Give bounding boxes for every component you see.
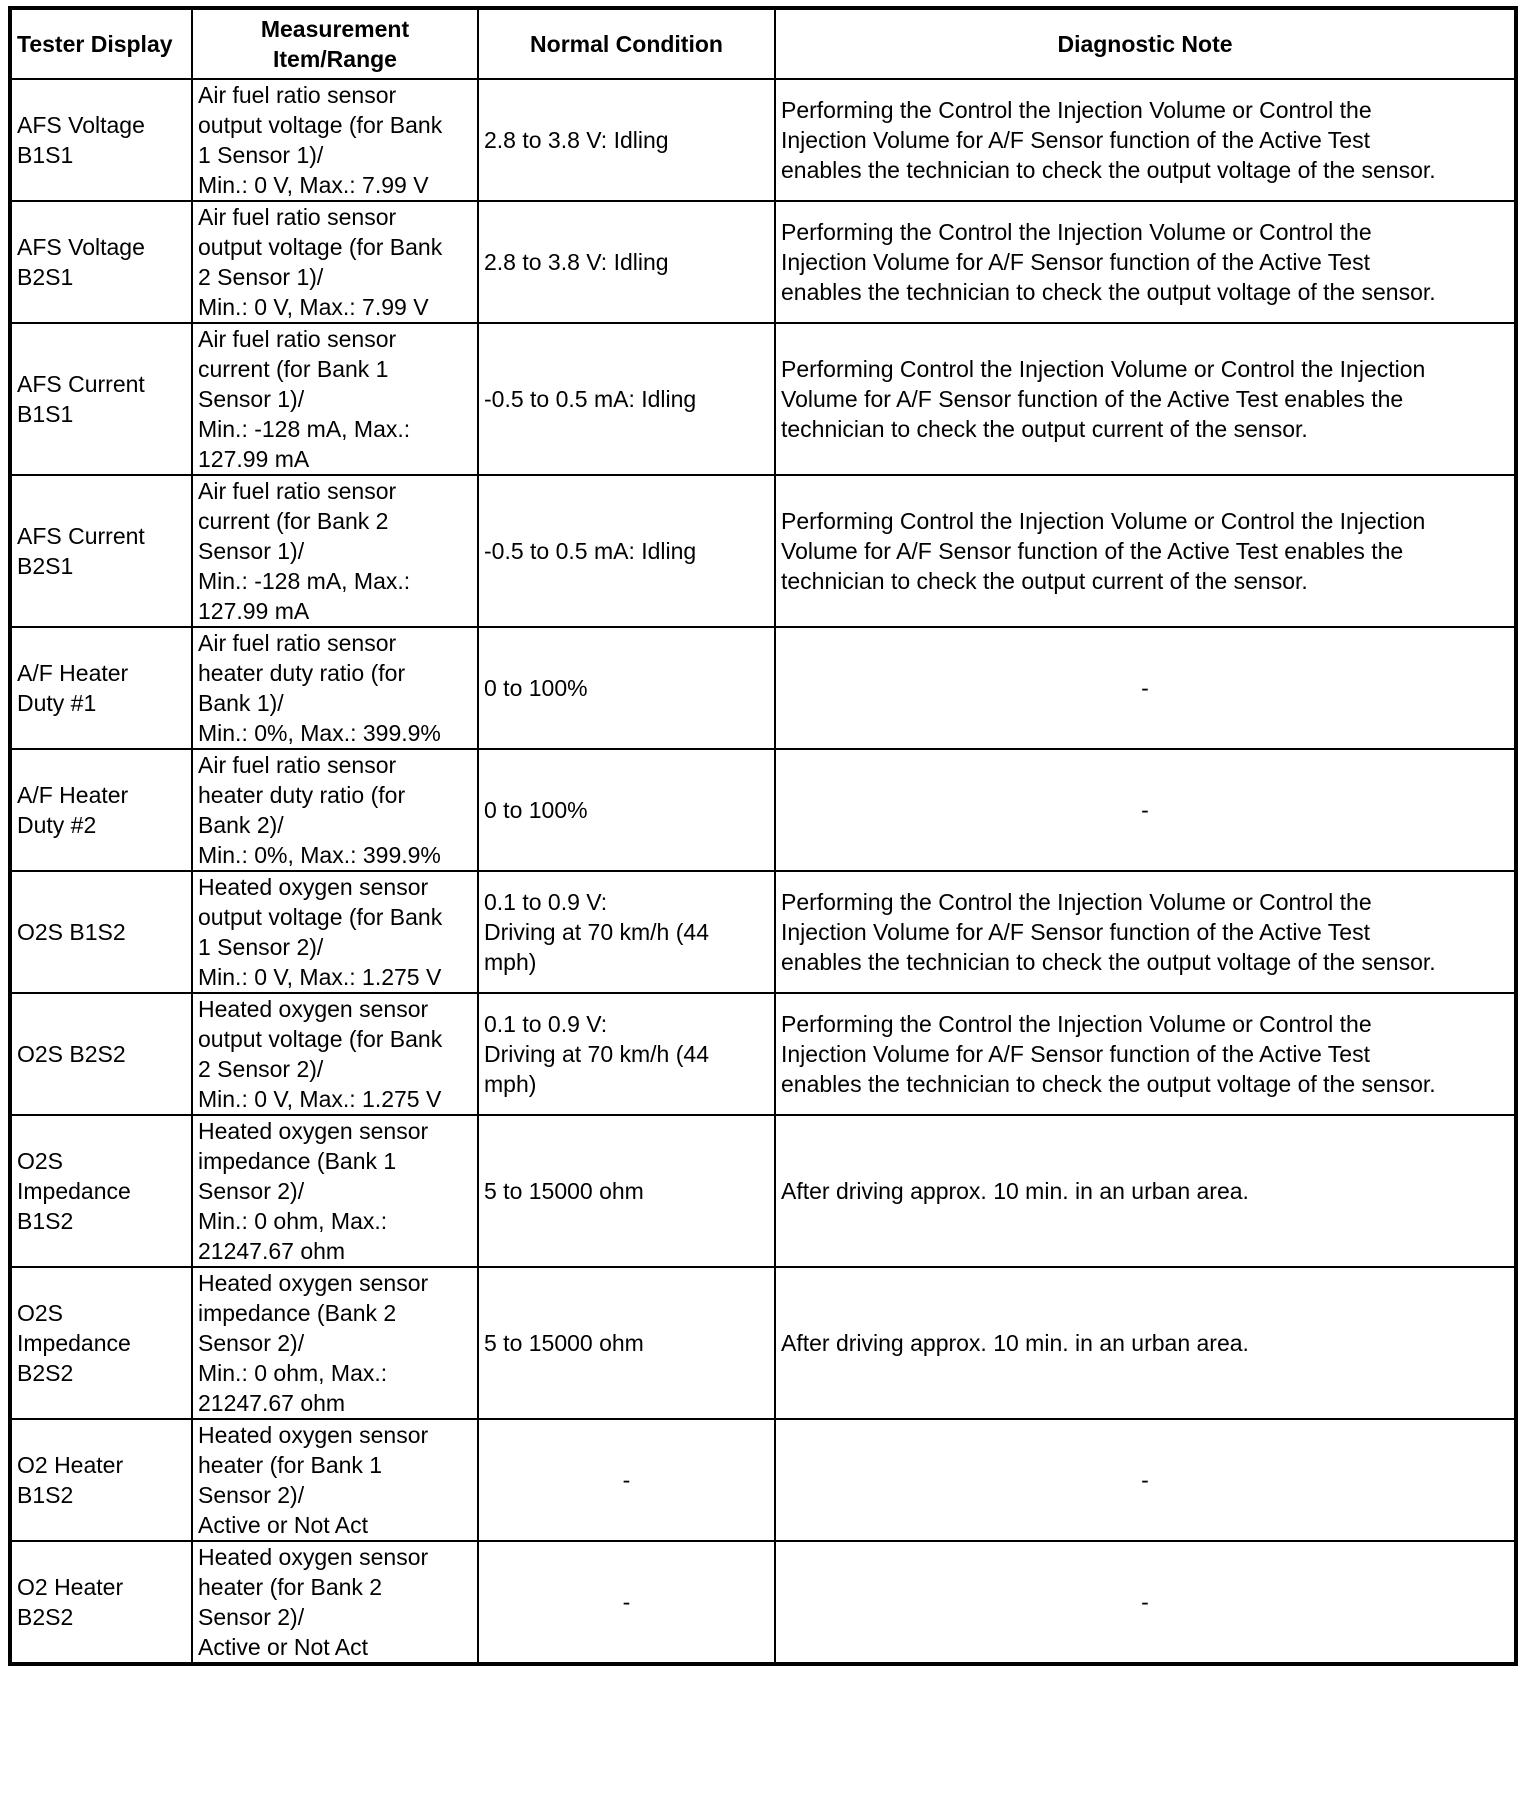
cell-measurement-item-line: Sensor 2)/ — [198, 1604, 305, 1630]
cell-measurement-item-line: current (for Bank 1 — [198, 356, 389, 382]
cell-tester-display — [10, 79, 192, 201]
cell-measurement-item — [192, 627, 478, 749]
header-normal-condition: Normal Condition — [478, 8, 775, 79]
cell-normal-condition — [478, 627, 775, 749]
cell-tester-display-line: AFS Voltage — [17, 112, 145, 138]
cell-measurement-item-line: Min.: 0 V, Max.: 7.99 V — [198, 294, 429, 320]
cell-normal-condition — [478, 475, 775, 627]
cell-measurement-item-line: Min.: 0 V, Max.: 7.99 V — [198, 172, 429, 198]
cell-normal-condition-line: 5 to 15000 ohm — [484, 1330, 644, 1356]
cell-diagnostic-note — [775, 749, 1516, 871]
cell-diagnostic-note — [775, 1541, 1516, 1664]
table-row — [10, 1267, 1516, 1419]
cell-diagnostic-note-line: enables the technician to check the output voltage of the sensor. — [781, 949, 1436, 975]
cell-measurement-item — [192, 323, 478, 475]
cell-normal-condition — [478, 993, 775, 1115]
cell-measurement-item-line: Min.: 0 V, Max.: 1.275 V — [198, 1086, 442, 1112]
cell-diagnostic-note-line: Performing the Control the Injection Volume or Control the — [781, 889, 1372, 915]
cell-diagnostic-note-line: After driving approx. 10 min. in an urban area. — [781, 1178, 1249, 1204]
cell-tester-display-line: B1S2 — [17, 1208, 74, 1234]
cell-diagnostic-note-line: Performing the Control the Injection Volume or Control the — [781, 1011, 1372, 1037]
cell-normal-condition — [478, 1541, 775, 1664]
table-row — [10, 79, 1516, 201]
cell-tester-display-line: B1S1 — [17, 142, 74, 168]
cell-measurement-item-line: 21247.67 ohm — [198, 1238, 346, 1264]
cell-tester-display — [10, 1267, 192, 1419]
cell-measurement-item-line: heater (for Bank 1 — [198, 1452, 383, 1478]
cell-diagnostic-note-line: Performing the Control the Injection Volume or Control the — [781, 97, 1372, 123]
cell-measurement-item-line: Active or Not Act — [198, 1634, 369, 1660]
cell-diagnostic-note — [775, 79, 1516, 201]
cell-diagnostic-note — [775, 1267, 1516, 1419]
cell-tester-display — [10, 627, 192, 749]
cell-normal-condition-line: 2.8 to 3.8 V: Idling — [484, 249, 669, 275]
cell-normal-condition-line: Driving at 70 km/h (44 — [484, 1041, 709, 1067]
cell-tester-display — [10, 993, 192, 1115]
cell-tester-display-line: O2S — [17, 1300, 64, 1326]
table-row — [10, 871, 1516, 993]
cell-measurement-item-line: impedance (Bank 1 — [198, 1148, 397, 1174]
cell-diagnostic-note-line: Injection Volume for A/F Sensor function of the Active Test — [781, 1041, 1370, 1067]
table-row — [10, 1115, 1516, 1267]
cell-tester-display-line: B2S1 — [17, 264, 74, 290]
cell-tester-display — [10, 201, 192, 323]
cell-tester-display-line: O2S B1S2 — [17, 919, 126, 945]
cell-tester-display-line: B2S2 — [17, 1604, 74, 1630]
header-measurement-line: Measurement — [260, 16, 410, 42]
cell-measurement-item-line: Sensor 2)/ — [198, 1482, 305, 1508]
cell-measurement-item-line: Air fuel ratio sensor — [198, 326, 397, 352]
cell-normal-condition-line: 0.1 to 0.9 V: — [484, 889, 608, 915]
cell-measurement-item — [192, 1267, 478, 1419]
cell-tester-display — [10, 1541, 192, 1664]
cell-measurement-item — [192, 1115, 478, 1267]
cell-measurement-item-line: output voltage (for Bank — [198, 112, 443, 138]
table-row — [10, 201, 1516, 323]
header-diagnostic-note: Diagnostic Note — [775, 8, 1516, 79]
cell-measurement-item-line: Min.: 0 V, Max.: 1.275 V — [198, 964, 442, 990]
cell-diagnostic-note-line: enables the technician to check the output voltage of the sensor. — [781, 157, 1436, 183]
cell-measurement-item-line: Air fuel ratio sensor — [198, 82, 397, 108]
header-measurement-item — [192, 8, 478, 79]
cell-diagnostic-note-line: - — [1141, 1467, 1149, 1493]
cell-tester-display — [10, 749, 192, 871]
cell-measurement-item-line: heater duty ratio (for — [198, 782, 406, 808]
cell-measurement-item-line: Heated oxygen sensor — [198, 1544, 429, 1570]
cell-diagnostic-note — [775, 993, 1516, 1115]
cell-measurement-item-line: Air fuel ratio sensor — [198, 478, 397, 504]
cell-measurement-item-line: Heated oxygen sensor — [198, 1422, 429, 1448]
header-tester-display: Tester Display — [10, 8, 192, 79]
cell-measurement-item-line: Sensor 2)/ — [198, 1178, 305, 1204]
cell-measurement-item-line: Bank 2)/ — [198, 812, 284, 838]
cell-measurement-item-line: output voltage (for Bank — [198, 904, 443, 930]
cell-measurement-item-line: 2 Sensor 1)/ — [198, 264, 324, 290]
cell-measurement-item — [192, 1419, 478, 1541]
cell-normal-condition-line: mph) — [484, 1071, 537, 1097]
table-row — [10, 323, 1516, 475]
cell-measurement-item — [192, 475, 478, 627]
cell-tester-display — [10, 871, 192, 993]
header-measurement-line: Item/Range — [273, 46, 397, 72]
data-list-table-container — [8, 6, 1518, 1666]
cell-measurement-item-line: Min.: 0%, Max.: 399.9% — [198, 720, 441, 746]
cell-diagnostic-note — [775, 475, 1516, 627]
cell-measurement-item-line: 1 Sensor 2)/ — [198, 934, 324, 960]
cell-measurement-item-line: Min.: 0 ohm, Max.: — [198, 1208, 388, 1234]
cell-diagnostic-note — [775, 1419, 1516, 1541]
table-row — [10, 749, 1516, 871]
cell-diagnostic-note-line: After driving approx. 10 min. in an urban area. — [781, 1330, 1249, 1356]
cell-tester-display-line: A/F Heater — [17, 782, 129, 808]
cell-normal-condition-line: - — [622, 1467, 631, 1493]
cell-measurement-item-line: 2 Sensor 2)/ — [198, 1056, 324, 1082]
cell-normal-condition-line: - — [622, 1589, 631, 1615]
data-list-table — [8, 6, 1518, 1666]
cell-diagnostic-note-line: Performing the Control the Injection Volume or Control the — [781, 219, 1372, 245]
cell-diagnostic-note — [775, 627, 1516, 749]
cell-measurement-item-line: Min.: -128 mA, Max.: — [198, 568, 411, 594]
cell-measurement-item-line: output voltage (for Bank — [198, 1026, 443, 1052]
cell-measurement-item — [192, 871, 478, 993]
cell-measurement-item-line: impedance (Bank 2 — [198, 1300, 397, 1326]
cell-tester-display — [10, 475, 192, 627]
cell-tester-display-line: A/F Heater — [17, 660, 129, 686]
cell-diagnostic-note-line: Injection Volume for A/F Sensor function of the Active Test — [781, 249, 1370, 275]
cell-diagnostic-note — [775, 201, 1516, 323]
cell-normal-condition-line: 0 to 100% — [484, 797, 588, 823]
cell-measurement-item-line: Air fuel ratio sensor — [198, 204, 397, 230]
table-row — [10, 1541, 1516, 1664]
cell-measurement-item-line: heater duty ratio (for — [198, 660, 406, 686]
cell-tester-display-line: Impedance — [17, 1178, 131, 1204]
cell-normal-condition-line: 0.1 to 0.9 V: — [484, 1011, 608, 1037]
cell-diagnostic-note-line: - — [1141, 797, 1149, 823]
cell-measurement-item-line: Min.: 0 ohm, Max.: — [198, 1360, 388, 1386]
cell-normal-condition-line: -0.5 to 0.5 mA: Idling — [484, 538, 697, 564]
cell-normal-condition — [478, 1115, 775, 1267]
cell-measurement-item-line: heater (for Bank 2 — [198, 1574, 383, 1600]
cell-diagnostic-note-line: Performing Control the Injection Volume or Control the Injection — [781, 356, 1426, 382]
cell-tester-display-line: B2S1 — [17, 553, 74, 579]
cell-measurement-item-line: 1 Sensor 1)/ — [198, 142, 324, 168]
cell-tester-display-line: B2S2 — [17, 1360, 74, 1386]
cell-tester-display-line: O2S B2S2 — [17, 1041, 126, 1067]
cell-measurement-item-line: Heated oxygen sensor — [198, 1118, 429, 1144]
cell-normal-condition-line: 5 to 15000 ohm — [484, 1178, 644, 1204]
cell-diagnostic-note-line: Performing Control the Injection Volume or Control the Injection — [781, 508, 1426, 534]
table-row — [10, 993, 1516, 1115]
cell-tester-display — [10, 1419, 192, 1541]
cell-measurement-item-line: output voltage (for Bank — [198, 234, 443, 260]
cell-tester-display-line: AFS Current — [17, 523, 145, 549]
cell-measurement-item-line: Active or Not Act — [198, 1512, 369, 1538]
cell-normal-condition — [478, 1267, 775, 1419]
cell-measurement-item-line: 127.99 mA — [198, 598, 310, 624]
cell-normal-condition-line: -0.5 to 0.5 mA: Idling — [484, 386, 697, 412]
cell-diagnostic-note-line: - — [1141, 675, 1149, 701]
cell-tester-display-line: B1S2 — [17, 1482, 74, 1508]
cell-normal-condition-line: mph) — [484, 949, 537, 975]
cell-measurement-item-line: Air fuel ratio sensor — [198, 630, 397, 656]
cell-tester-display-line: Impedance — [17, 1330, 131, 1356]
cell-tester-display-line: AFS Current — [17, 371, 145, 397]
table-row — [10, 1419, 1516, 1541]
cell-normal-condition — [478, 749, 775, 871]
cell-tester-display-line: B1S1 — [17, 401, 74, 427]
cell-diagnostic-note-line: Injection Volume for A/F Sensor function of the Active Test — [781, 127, 1370, 153]
cell-tester-display-line: Duty #2 — [17, 812, 97, 838]
cell-diagnostic-note — [775, 1115, 1516, 1267]
cell-diagnostic-note-line: Injection Volume for A/F Sensor function of the Active Test — [781, 919, 1370, 945]
table-row — [10, 627, 1516, 749]
cell-measurement-item-line: Heated oxygen sensor — [198, 874, 429, 900]
cell-normal-condition-line: 2.8 to 3.8 V: Idling — [484, 127, 669, 153]
cell-measurement-item-line: Heated oxygen sensor — [198, 1270, 429, 1296]
cell-measurement-item — [192, 749, 478, 871]
cell-diagnostic-note — [775, 323, 1516, 475]
cell-measurement-item-line: Sensor 1)/ — [198, 538, 305, 564]
cell-normal-condition — [478, 323, 775, 475]
cell-measurement-item-line: Heated oxygen sensor — [198, 996, 429, 1022]
cell-measurement-item-line: Bank 1)/ — [198, 690, 284, 716]
cell-measurement-item-line: Sensor 1)/ — [198, 386, 305, 412]
cell-measurement-item-line: Air fuel ratio sensor — [198, 752, 397, 778]
cell-diagnostic-note — [775, 871, 1516, 993]
cell-tester-display-line: O2 Heater — [17, 1452, 124, 1478]
cell-normal-condition-line: Driving at 70 km/h (44 — [484, 919, 709, 945]
cell-diagnostic-note-line: technician to check the output current of the sensor. — [781, 568, 1308, 594]
cell-measurement-item — [192, 79, 478, 201]
cell-tester-display-line: Duty #1 — [17, 690, 97, 716]
cell-tester-display-line: O2S — [17, 1148, 64, 1174]
cell-normal-condition — [478, 1419, 775, 1541]
cell-measurement-item-line: 127.99 mA — [198, 446, 310, 472]
cell-measurement-item-line: Min.: 0%, Max.: 399.9% — [198, 842, 441, 868]
cell-tester-display-line: O2 Heater — [17, 1574, 124, 1600]
cell-normal-condition — [478, 79, 775, 201]
cell-diagnostic-note-line: technician to check the output current of the sensor. — [781, 416, 1308, 442]
cell-measurement-item — [192, 993, 478, 1115]
cell-measurement-item — [192, 201, 478, 323]
cell-normal-condition-line: 0 to 100% — [484, 675, 588, 701]
header-row — [10, 8, 1516, 79]
cell-measurement-item-line: Sensor 2)/ — [198, 1330, 305, 1356]
cell-measurement-item — [192, 1541, 478, 1664]
cell-tester-display — [10, 1115, 192, 1267]
table-row — [10, 475, 1516, 627]
cell-measurement-item-line: current (for Bank 2 — [198, 508, 389, 534]
cell-diagnostic-note-line: enables the technician to check the output voltage of the sensor. — [781, 279, 1436, 305]
cell-diagnostic-note-line: enables the technician to check the output voltage of the sensor. — [781, 1071, 1436, 1097]
cell-diagnostic-note-line: - — [1141, 1589, 1149, 1615]
cell-measurement-item-line: 21247.67 ohm — [198, 1390, 346, 1416]
cell-normal-condition — [478, 201, 775, 323]
cell-tester-display — [10, 323, 192, 475]
cell-tester-display-line: AFS Voltage — [17, 234, 145, 260]
cell-measurement-item-line: Min.: -128 mA, Max.: — [198, 416, 411, 442]
cell-diagnostic-note-line: Volume for A/F Sensor function of the Active Test enables the — [781, 386, 1404, 412]
table-body — [10, 79, 1516, 1664]
cell-diagnostic-note-line: Volume for A/F Sensor function of the Active Test enables the — [781, 538, 1404, 564]
cell-normal-condition — [478, 871, 775, 993]
